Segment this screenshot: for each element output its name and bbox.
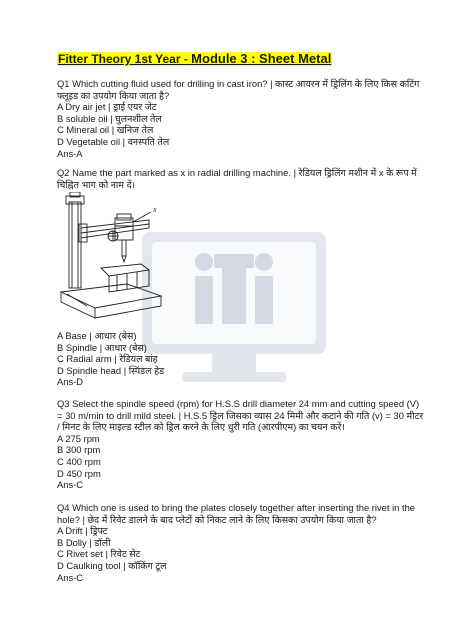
question-text: Q3 Select the spindle speed (rpm) for H.S.S drill diameter 24 mm and cutting speed (V) = 30 m/min to drill mild steel. | H.S.5 ड्रिल जिसका व्यास 24 मिमी और कटाने की गति (v) = 30 मीटर / मिनट के लिए माइल्ड स्टील को ड्रिल करने के लिए धुरी गति (आरपीएम) का चयन करें। [57,398,424,433]
option-c: C Rivet set | रिवेट सेट [57,548,141,560]
option-d: D Vegetable oil | वनस्पति तेल [57,135,170,147]
title-prefix: Fitter Theory 1st Year - [58,52,192,66]
question-text: Q1 Which cutting fluid used for drilling in cast iron? | कास्ट आयरन में ड्रिलिंग के लिए किस कटिंग फ्लूइड का उपयोग किया जाता है? [57,78,420,101]
question-text: Q2 Name the part marked as x in radial drilling machine. | रेडियल ड्रिलिंग मशीन में x के रूप में चिह्नित भाग को नाम दें। [57,167,417,190]
option-a: A 275 rpm [57,432,100,444]
question-1 [57,78,425,159]
option-b: B soluble oil | घुलनशील तेल [57,112,162,124]
option-c: C Radial arm | रेडियल बांह [57,353,158,365]
question-4 [57,502,425,583]
question-2-options [57,330,425,388]
option-a: A Base | आधार (बेस) [57,330,137,341]
answer: Ans-C [57,479,84,491]
answer: Ans-D [57,376,84,388]
option-d: D Caulking tool | कॉकिंग टूल [57,559,167,571]
question-3 [57,398,425,491]
page-title [57,52,332,66]
option-d: D Spindle head | स्पिंडल हेड [57,364,165,376]
option-c: C Mineral oil | खनिज तेल [57,124,154,136]
option-b: B Spindle | आधार (बेस) [57,341,147,353]
answer: Ans-C [57,571,84,583]
option-a: A Drift | ड्रिफ्ट [57,525,108,537]
option-d: D 450 rpm [57,467,101,479]
answer: Ans-A [57,147,83,159]
option-b: B Dolly | डॉली [57,536,111,548]
radial-drilling-machine-figure [57,192,165,326]
title-main: Module 3 : Sheet Metal [191,51,332,66]
option-b: B 300 rpm [57,444,101,456]
question-text: Q4 Which one is used to bring the plates closely together after inserting the rivet in the hole? | छेद में रिवेट डालने के बाद प्लेटों को निकट लाने के लिए किसका उपयोग किया जाता है? [57,502,416,525]
question-2 [57,167,425,190]
option-c: C 400 rpm [57,455,101,467]
figure-label-x: x [153,205,157,214]
option-a: A Dry air jet | ड्राई एयर जेट [57,101,157,113]
